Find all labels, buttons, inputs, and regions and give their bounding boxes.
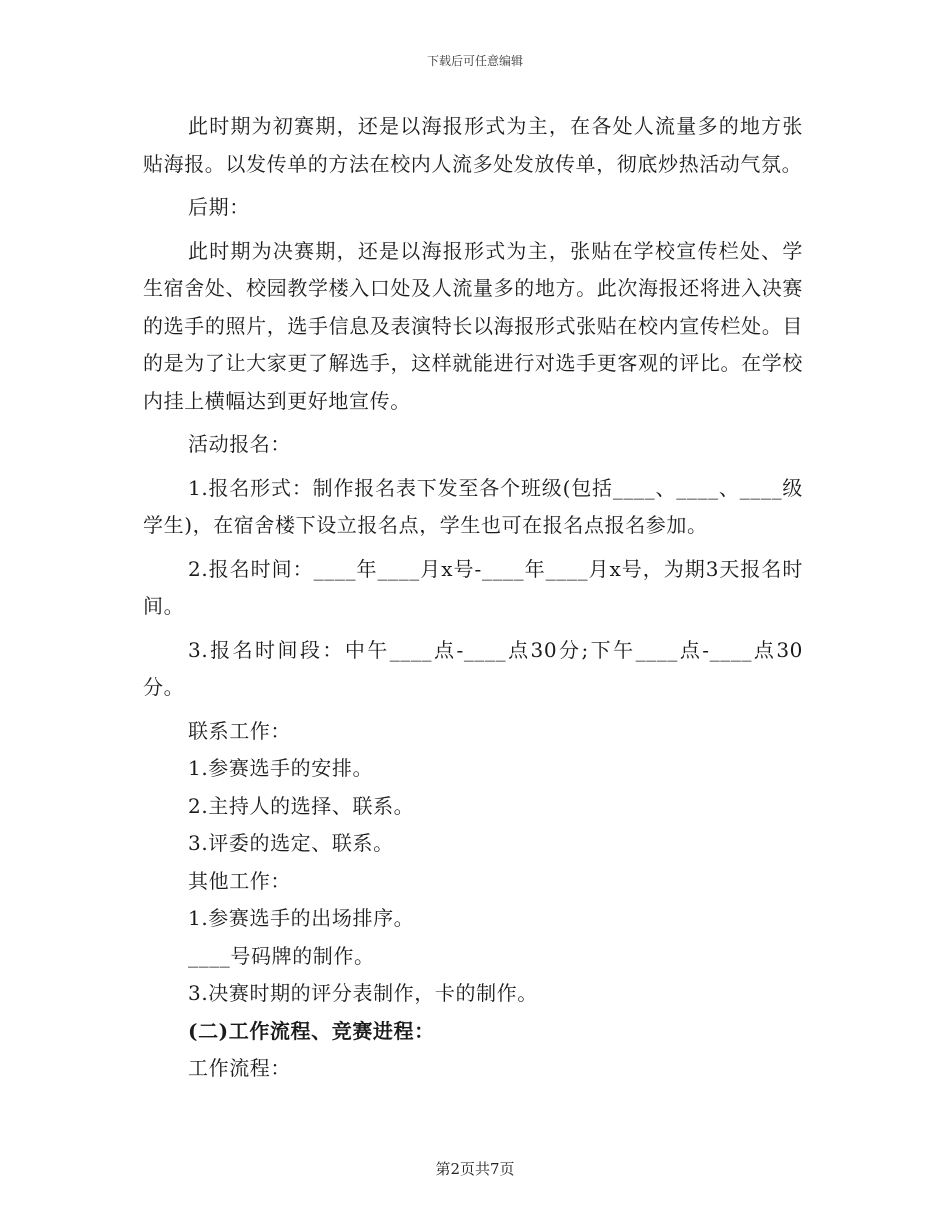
paragraph-early-phase: 此时期为初赛期，还是以海报形式为主，在各处人流量多的地方张贴海报。以发传单的方法在校内人流多处发放传单，彻底炒热活动气氛。 [143, 114, 803, 176]
paragraph-registration-period: 3.报名时间段：中午____点-____点30分;下午____点-____点30分。 [143, 637, 803, 699]
heading-late-phase: 后期： [188, 195, 250, 219]
list-item-contact-1: 1.参赛选手的安排。 [188, 756, 374, 780]
page-header-note: 下载后可任意编辑 [426, 54, 523, 68]
paragraph-registration-time: 2.报名时间：____年____月x号-____年____月x号，为期3天报名时间。 [143, 556, 803, 618]
page-number-footer: 第2页共7页 [435, 1160, 515, 1178]
heading-other-work: 其他工作： [188, 868, 291, 893]
paragraph-late-phase: 此时期为决赛期，还是以海报形式为主，张贴在学校宣传栏处、学生宿舍处、校园教学楼入口处及人流量多的地方。此次海报还将进入决赛的选手的照片，选手信息及表演特长以海报形式张贴在校内宣传栏处。目的是为了让大家更了解选手，这样就能进行对选手更客观的评比。在学校内挂上横幅达到更好地宣传。 [143, 238, 803, 413]
heading-registration: 活动报名： [188, 432, 291, 456]
document-body [143, 108, 803, 1088]
list-item-contact-2: 2.主持人的选择、联系。 [188, 793, 415, 818]
heading-workflow: 工作流程： [188, 1056, 291, 1080]
paragraph-registration-form: 1.报名形式：制作报名表下发至各个班级(包括____、____、____级学生)，在宿舍楼下设立报名点，学生也可在报名点报名参加。 [143, 475, 803, 537]
section-heading-workflow: (二)工作流程、竞赛进程： [188, 1018, 435, 1043]
list-item-other-2: ____号码牌的制作。 [188, 943, 375, 968]
list-item-other-3: 3.决赛时期的评分表制作，卡的制作。 [188, 981, 538, 1005]
list-item-contact-3: 3.评委的选定、联系。 [188, 831, 394, 855]
heading-contact-work: 联系工作： [188, 718, 291, 743]
list-item-other-1: 1.参赛选手的出场排序。 [188, 906, 415, 930]
